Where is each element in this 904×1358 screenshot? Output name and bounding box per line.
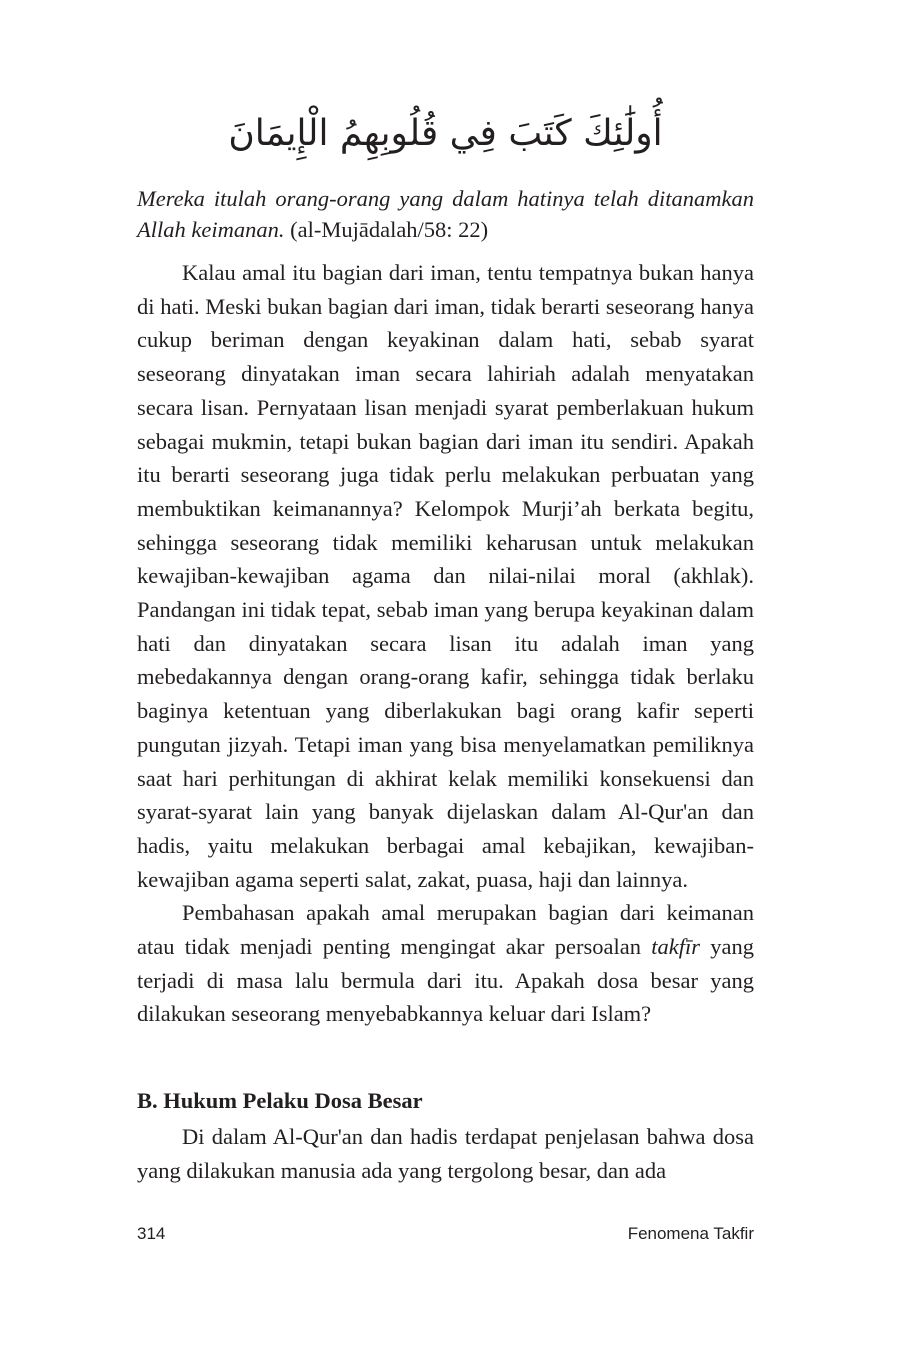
verse-reference: (al-Mujādalah/58: 22): [290, 217, 489, 242]
running-title: Fenomena Takfir: [627, 1224, 754, 1243]
paragraph-2-part-2: yang terjadi di masa lalu bermula dari itu. Apakah dosa besar yang dilakukan seseorang menyebabkannya keluar dari Islam?: [137, 934, 754, 1027]
paragraph-2-part-1: Pembahasan apakah amal merupakan bagian dari keimanan atau tidak menjadi penting mengingat akar persoalan: [137, 900, 754, 960]
book-page: [137, 0, 754, 1358]
quran-verse-arabic: أُولَٰئِكَ كَتَبَ فِي قُلُوبِهِمُ الْإِيمَانَ: [228, 113, 663, 154]
verse-translation: [137, 183, 754, 245]
body-text: [137, 256, 754, 1031]
verse-translation-text: Mereka itulah orang-orang yang dalam hatinya telah ditanamkan Allah keimanan.: [137, 186, 754, 242]
paragraph-1: Kalau amal itu bagian dari iman, tentu tempatnya bukan hanya di hati. Meski bukan bagian dari iman, tidak berarti seseorang hanya cukup beriman dengan keyakinan dalam hati, sebab syarat seseorang dinyatakan iman secara lahiriah adalah menyatakan secara lisan. Pernyataan lisan menjadi syarat pemberlakuan hukum sebagai mukmin, tetapi bukan bagian dari iman itu sendiri. Apakah itu berarti seseorang juga tidak perlu melakukan perbuatan yang membuktikan keimanannya? Kelompok Murji’ah berkata begitu, sehingga seseorang tidak memiliki keharusan untuk melakukan kewajiban-kewajiban agama dan nilai-nilai moral (akhlak). Pandangan ini tidak tepat, sebab iman yang berupa keyakinan dalam hati dan dinyatakan secara lisan itu adalah iman yang mebedakannya dengan orang-orang kafir, sehingga tidak berlaku baginya ketentuan yang diberlakukan bagi orang kafir seperti pungutan jizyah. Tetapi iman yang bisa menyelamatkan pemiliknya saat hari perhitungan di akhirat kelak memiliki konsekuensi dan syarat-syarat lain yang banyak dijelaskan dalam Al-Qur'an dan hadis, yaitu melakukan berbagai amal kebajikan, kewajiban-kewajiban agama seperti salat, zakat, puasa, haji dan lainnya.: [137, 260, 754, 892]
paragraph-3: Di dalam Al-Qur'an dan hadis terdapat penjelasan bahwa dosa yang dilakukan manusia ada yang tergolong besar, dan ada: [137, 1124, 754, 1183]
section-heading: B. Hukum Pelaku Dosa Besar: [137, 1088, 423, 1113]
paragraph-2: [137, 896, 754, 1031]
page-number: 314: [137, 1224, 166, 1243]
paragraph-2-term-takfir: takfīr: [651, 934, 700, 960]
